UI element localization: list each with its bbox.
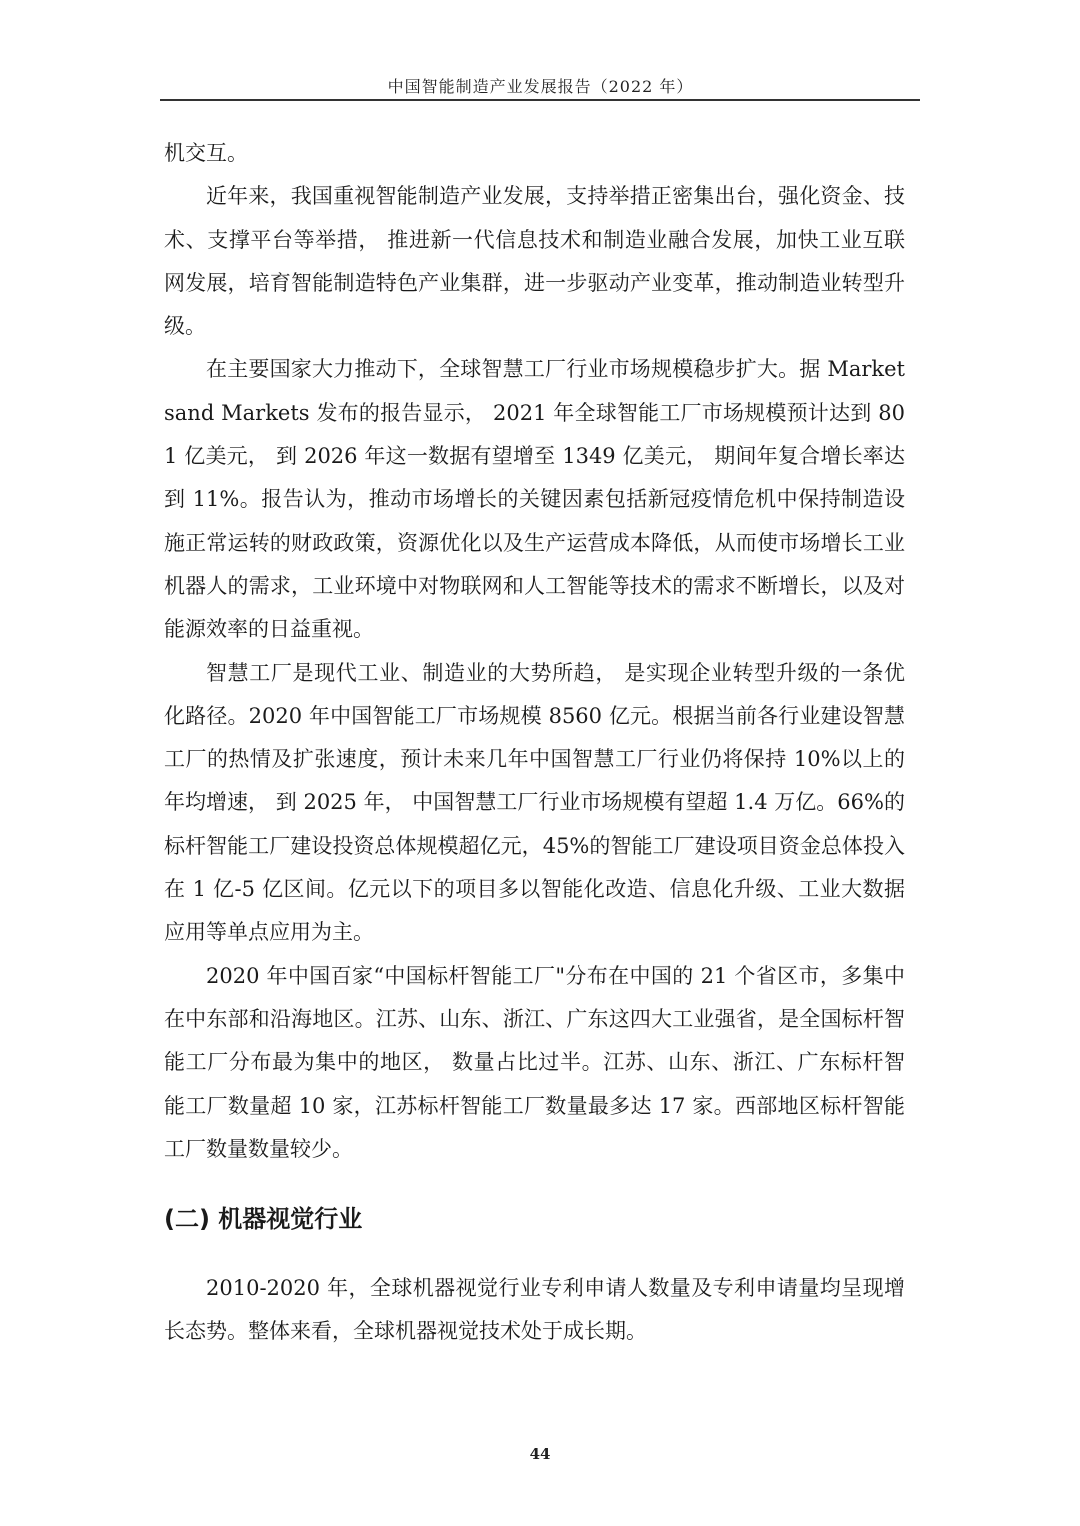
section-heading: (二) 机器视觉行业 <box>164 1205 363 1234</box>
header-rule <box>160 99 920 101</box>
paragraph: 智慧工厂是现代工业、制造业的大势所趋， 是实现企业转型升级的一条优化路径。2020 年中国智能工厂市场规模 8560 亿元。根据当前各行业建设智慧工厂的热情及扩张速度，预计未来几年中国智慧工厂行业仍将保持 10%以上的年均增速， 到 2025 年， 中国智慧工厂行业市场规模有望超 1.4 万亿。66%的标杆智能工厂建设投资总体规模超亿元，45%的智能工厂建设项目资金总体投入在 1 亿-5 亿区间。亿元以下的项目多以智能化改造、信息化升级、工业大数据应用等单点应用为主。 <box>164 660 905 945</box>
page-body <box>164 132 905 1354</box>
running-header: 中国智能制造产业发展报告（2022 年） <box>387 77 694 96</box>
paragraph: 在主要国家大力推动下，全球智慧工厂行业市场规模稳步扩大。据 Market sand Markets 发布的报告显示， 2021 年全球智能工厂市场规模预计达到 801 亿美元， 到 2026 年这一数据有望增至 1349 亿美元， 期间年复合增长率达到 11%。报告认为，推动市场增长的关键因素包括新冠疫情危机中保持制造设施正常运转的财政政策，资源优化以及生产运营成本降低，从而使市场增长工业机器人的需求，工业环境中对物联网和人工智能等技术的需求不断增长，以及对能源效率的日益重视。 <box>164 357 905 642</box>
paragraph-continuation: 机交互。 <box>164 141 248 165</box>
paragraph: 近年来，我国重视智能制造产业发展，支持举措正密集出台，强化资金、技术、支撑平台等举措， 推进新一代信息技术和制造业融合发展，加快工业互联网发展，培育智能制造特色产业集群，进一步驱动产业变革，推动制造业转型升级。 <box>164 184 905 339</box>
paragraph: 2020 年中国百家“中国标杆智能工厂"分布在中国的 21 个省区市，多集中在中东部和沿海地区。江苏、山东、浙江、广东这四大工业强省，是全国标杆智能工厂分布最为集中的地区， 数量占比过半。江苏、山东、浙江、广东标杆智能工厂数量超 10 家，江苏标杆智能工厂数量最多达 17 家。西部地区标杆智能工厂数量数量较少。 <box>164 963 905 1161</box>
paragraph: 2010-2020 年，全球机器视觉行业专利申请人数量及专利申请量均呈现增长态势。整体来看，全球机器视觉技术处于成长期。 <box>164 1276 905 1344</box>
page-number: 44 <box>529 1445 551 1463</box>
